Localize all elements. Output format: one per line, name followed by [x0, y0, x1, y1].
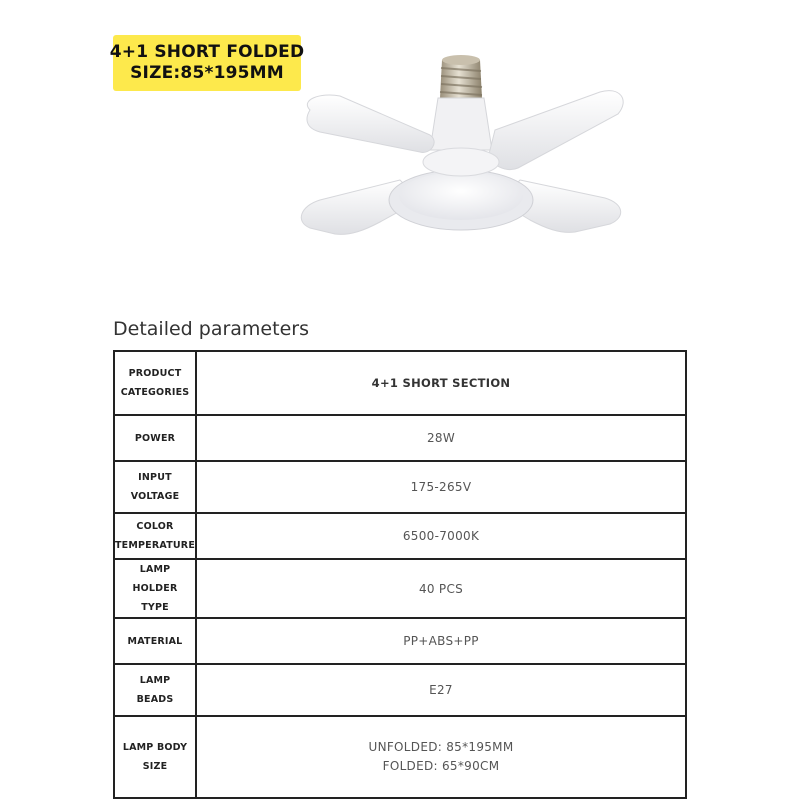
- row-label: [114, 351, 196, 415]
- label-line: SIZE: [142, 761, 168, 772]
- table-row: [114, 618, 686, 664]
- row-value: 4+1 SHORT SECTION: [196, 351, 686, 415]
- row-label: [114, 461, 196, 513]
- row-value: 175-265V: [196, 461, 686, 513]
- label-line: COLOR: [136, 521, 174, 532]
- table-row: [114, 559, 686, 618]
- row-value: 28W: [196, 415, 686, 461]
- label-line: INPUT: [138, 472, 172, 483]
- table-row: [114, 513, 686, 559]
- row-value: [196, 716, 686, 798]
- label-line: LAMP BODY: [122, 742, 188, 753]
- row-value: 40 PCS: [196, 559, 686, 618]
- label-line: POWER: [134, 432, 176, 444]
- row-value: E27: [196, 664, 686, 716]
- badge-line-2: SIZE:85*195MM: [130, 63, 284, 83]
- row-label: [114, 716, 196, 798]
- row-value: 6500-7000K: [196, 513, 686, 559]
- section-title: Detailed parameters: [113, 318, 309, 340]
- row-label: [114, 415, 196, 461]
- row-value: PP+ABS+PP: [196, 618, 686, 664]
- label-line: LAMP: [139, 675, 171, 686]
- size-badge: [109, 35, 305, 91]
- label-line: HOLDER: [132, 583, 178, 594]
- value-line: FOLDED: 65*90CM: [382, 759, 500, 773]
- parameters-table: [113, 350, 687, 799]
- label-line: PRODUCT: [128, 368, 182, 379]
- row-label: [114, 618, 196, 664]
- label-line: VOLTAGE: [130, 491, 180, 502]
- label-line: MATERIAL: [127, 635, 183, 647]
- label-line: TYPE: [141, 602, 169, 613]
- label-line: LAMP: [139, 564, 171, 575]
- value-line: UNFOLDED: 85*195MM: [368, 740, 514, 754]
- table-row: [114, 664, 686, 716]
- row-label: [114, 664, 196, 716]
- table-row: [114, 461, 686, 513]
- label-line: TEMPERATURE: [115, 540, 196, 551]
- row-label: [114, 513, 196, 559]
- row-label: [114, 559, 196, 618]
- label-line: BEADS: [136, 694, 174, 705]
- table-row: [114, 716, 686, 798]
- fan-blade-led-bulb-icon: [280, 40, 630, 260]
- badge-line-1: 4+1 SHORT FOLDED: [109, 42, 305, 62]
- table-row: [114, 351, 686, 415]
- label-line: CATEGORIES: [120, 387, 190, 398]
- table-row: [114, 415, 686, 461]
